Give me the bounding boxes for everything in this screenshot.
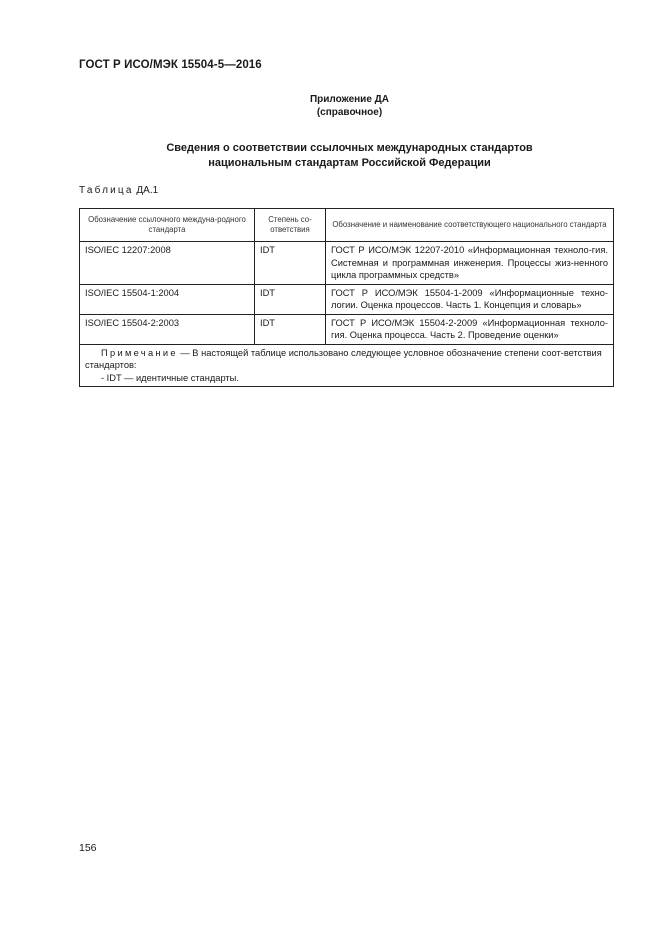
annex-title: Приложение ДА <box>309 94 390 105</box>
page-number: 156 <box>79 842 97 854</box>
table-caption-word: Таблица <box>79 185 134 196</box>
cell-degree: IDT <box>255 314 326 344</box>
cell-reference-standard: ISO/IEC 15504-2:2003 <box>80 314 255 344</box>
section-title <box>0 141 661 171</box>
section-title-line-2: национальным стандартам Российской Федерации <box>208 157 491 169</box>
section-title-line-1: Сведения о соответствии ссылочных международных стандартов <box>166 142 533 154</box>
cell-national-standard: ГОСТ Р ИСО/МЭК 12207-2010 «Информационная техноло-гия. Системная и программная инженерия. Процессы жиз-ненного цикла программных средств» <box>326 242 614 285</box>
table-row <box>80 314 614 344</box>
note-paragraph <box>85 347 608 372</box>
annex-heading <box>0 93 661 119</box>
note-text: — В настоящей таблице использовано следующее условное обозначение степени соот-ветствия стандартов: <box>85 347 602 370</box>
cell-national-standard: ГОСТ Р ИСО/МЭК 15504-2-2009 «Информационная техноло-гия. Оценка процесса. Часть 2. Проведение оценки» <box>326 314 614 344</box>
header-national-standard: Обозначение и наименование соответствующего национального стандарта <box>326 209 614 242</box>
annex-subtitle: (справочное) <box>316 107 383 118</box>
header-reference-standard: Обозначение ссылочного междуна-родного стандарта <box>80 209 255 242</box>
cell-degree: IDT <box>255 284 326 314</box>
table-note-row <box>80 344 614 387</box>
table-note <box>80 344 614 387</box>
table-caption <box>79 185 158 196</box>
table-row <box>80 284 614 314</box>
cell-reference-standard: ISO/IEC 12207:2008 <box>80 242 255 285</box>
note-label: Примечание <box>101 347 178 358</box>
document-code-header: ГОСТ Р ИСО/МЭК 15504-5—2016 <box>79 59 262 71</box>
standards-correspondence-table <box>79 208 614 387</box>
table-caption-id: ДА.1 <box>136 185 159 196</box>
table-header-row <box>80 209 614 242</box>
table-row <box>80 242 614 285</box>
cell-degree: IDT <box>255 242 326 285</box>
header-degree-of-correspondence: Степень со-ответствия <box>255 209 326 242</box>
cell-national-standard: ГОСТ Р ИСО/МЭК 15504-1-2009 «Информационные техно-логии. Оценка процессов. Часть 1. Концепция и словарь» <box>326 284 614 314</box>
cell-reference-standard: ISO/IEC 15504-1:2004 <box>80 284 255 314</box>
note-list-item: - IDT — идентичные стандарты. <box>101 372 239 383</box>
